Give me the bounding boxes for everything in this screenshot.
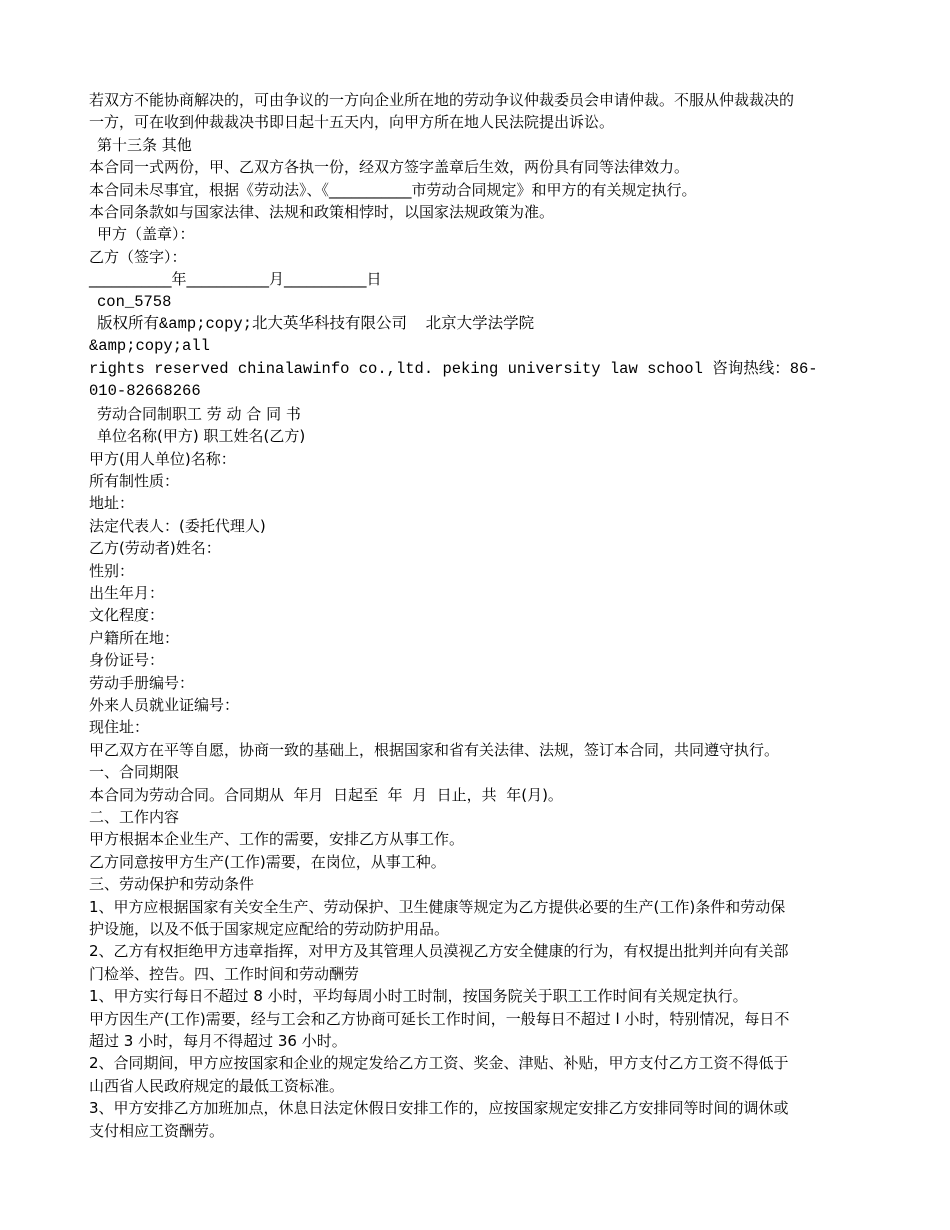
copyright-line: rights reserved chinalawinfo co.,ltd. peking university law school 咨询热线：86- bbox=[89, 359, 818, 378]
text-line: 2、乙方有权拒绝甲方违章指挥，对甲方及其管理人员漠视乙方安全健康的行为，有权提出批判并向有关部 bbox=[89, 942, 789, 961]
form-field-ownership: 所有制性质： bbox=[89, 471, 180, 490]
section-heading: 二、工作内容 bbox=[89, 808, 180, 826]
text-line: 1、甲方应根据国家有关安全生产、劳动保护、卫生健康等规定为乙方提供必要的生产(工作)条件和劳动保 bbox=[89, 897, 786, 916]
contract-parties: 单位名称(甲方) 职工姓名(乙方) bbox=[97, 427, 306, 446]
text-line: 乙方同意按甲方生产(工作)需要，在岗位，从事工种。 bbox=[89, 852, 446, 871]
text-line: 甲方因生产(工作)需要，经与工会和乙方协商可延长工作时间，一般每日不超过 l 小时，特别情况，每日不 bbox=[89, 1009, 790, 1028]
text-line: 一方，可在收到仲裁裁决书即日起十五天内，向甲方所在地人民法院提出诉讼。 bbox=[89, 113, 615, 132]
contract-title: 劳动合同制职工 劳 动 合 同 书 bbox=[97, 404, 301, 423]
hotline-number: 010-82668266 bbox=[89, 382, 201, 401]
text-line: 支付相应工资酬劳。 bbox=[89, 1121, 225, 1140]
form-field-residence: 现住址： bbox=[89, 718, 150, 737]
section-heading: 一、合同期限 bbox=[89, 763, 180, 782]
text-line: 门检举、控告。四、工作时间和劳动酬劳 bbox=[89, 964, 360, 983]
text-line: 超过 3 小时，每月不得超过 36 小时。 bbox=[89, 1032, 347, 1051]
form-field-gender: 性别： bbox=[89, 561, 135, 580]
text-line: 护设施，以及不低于国家规定应配给的劳动防护用品。 bbox=[89, 920, 450, 939]
text-line: 本合同条款如与国家法律、法规和政策相悖时，以国家法规政策为准。 bbox=[89, 203, 555, 222]
form-field-legal-rep: 法定代表人：(委托代理人) bbox=[89, 516, 266, 535]
text-line: 3、甲方安排乙方加班加点，休息日法定休假日安排工作的，应按国家规定安排乙方安排同等时间的调休或 bbox=[89, 1099, 789, 1118]
signature-party-b: 乙方（签字）： bbox=[89, 247, 187, 266]
text-line: 本合同为劳动合同。合同期从 年月 日起至 年 月 日止，共 年(月)。 bbox=[89, 785, 563, 804]
form-field-birth-date: 出生年月： bbox=[89, 583, 165, 602]
document-code: con_5758 bbox=[97, 292, 172, 311]
text-line: 本合同未尽事宜，根据《劳动法》、《___________市劳动合同规定》和甲方的有关规定执行。 bbox=[89, 180, 697, 199]
text-line: 本合同一式两份，甲、乙双方各执一份，经双方签字盖章后生效，两份具有同等法律效力。 bbox=[89, 158, 690, 177]
copyright-line: 版权所有&amp;copy;北大英华科技有限公司 北京大学法学院 bbox=[97, 315, 535, 334]
signature-party-a: 甲方（盖章）： bbox=[97, 225, 195, 244]
text-line: 甲方根据本企业生产、工作的需要，安排乙方从事工作。 bbox=[89, 830, 465, 849]
text-line: 若双方不能协商解决的，可由争议的一方向企业所在地的劳动争议仲裁委员会申请仲裁。不服从仲裁裁决的 bbox=[89, 91, 795, 109]
form-field-household: 户籍所在地： bbox=[89, 628, 180, 647]
text-line: 山西省人民政府规定的最低工资标准。 bbox=[89, 1076, 345, 1095]
form-field-address: 地址： bbox=[89, 494, 135, 513]
text-line: 1、甲方实行每日不超过 8 小时，平均每周小时工时制，按国务院关于职工工作时间有关规定执行。 bbox=[89, 987, 748, 1006]
text-line: 甲乙双方在平等自愿，协商一致的基础上，根据国家和省有关法律、法规，签订本合同，共同遵守执行。 bbox=[89, 740, 780, 759]
signature-date: ___________年___________月___________日 bbox=[89, 270, 382, 289]
section-heading: 三、劳动保护和劳动条件 bbox=[89, 875, 255, 894]
form-field-employee-name: 乙方(劳动者)姓名： bbox=[89, 539, 221, 558]
text-line: 2、合同期间，甲方应按国家和企业的规定发给乙方工资、奖金、津贴、补贴，甲方支付乙方工资不得低于 bbox=[89, 1054, 789, 1073]
section-heading: 第十三条 其他 bbox=[97, 135, 192, 154]
form-field-id-number: 身份证号： bbox=[89, 651, 165, 670]
form-field-education: 文化程度： bbox=[89, 606, 165, 625]
form-field-employment-permit: 外来人员就业证编号： bbox=[89, 695, 240, 714]
form-field-employer-name: 甲方(用人单位)名称： bbox=[89, 449, 236, 468]
form-field-labor-book: 劳动手册编号： bbox=[89, 673, 195, 692]
copyright-line: &amp;copy;all bbox=[89, 337, 210, 356]
